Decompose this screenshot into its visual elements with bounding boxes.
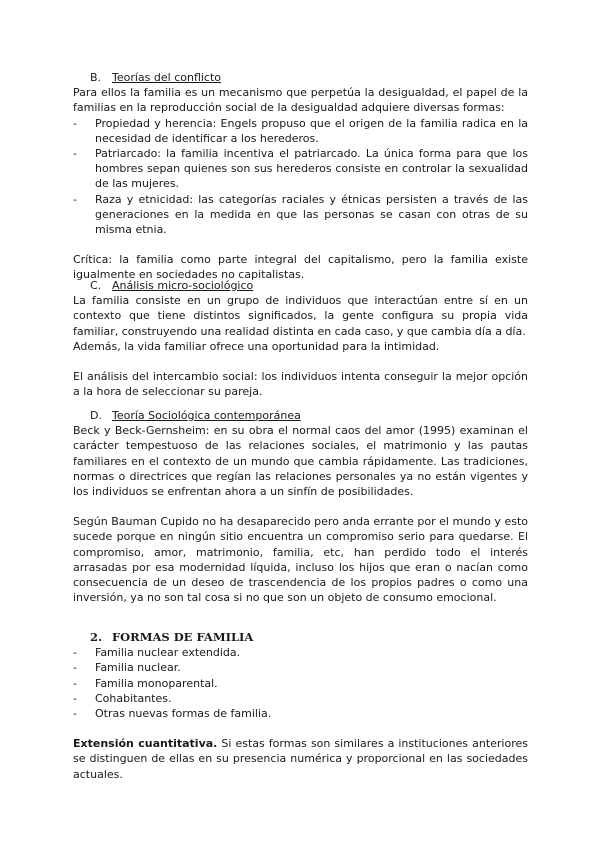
section-d	[73, 408, 528, 605]
section-2-title: FORMAS DE FAMILIA	[112, 630, 254, 644]
section-c-para-1: La familia consiste en un grupo de individuos que interactúan entre sí en un contexto que tiene distintos significados, la gente configura su propia vida familiar, construyendo una realidad distinta en cada caso, y que cambia día a día.	[73, 294, 528, 338]
section-b-heading: B. Teorías del conflicto	[90, 71, 222, 84]
section-c	[73, 278, 528, 399]
list-item: - Patriarcado: la familia incentiva el patriarcado. La única forma para que los hombres sepan quienes son sus herederos consiste en controlar la sexualidad de las mujeres.	[73, 147, 528, 191]
list-item: - Raza y etnicidad: las categorías raciales y étnicas persisten a través de las generaciones en la medida en que las personas se casan con otras de su misma etnia.	[73, 192, 528, 237]
section-b-title: Teorías del conflicto	[112, 71, 222, 84]
list-item: - Propiedad y herencia: Engels propuso que el origen de la familia radica en la necesidad de identificar a los herederos.	[73, 116, 528, 145]
section-b-list	[73, 116, 528, 238]
section-d-para-1: Beck y Beck-Gernsheim: en su obra el normal caos del amor (1995) examinan el carácter tempestuoso de las relaciones sociales, el matrimonio y las pautas familiares en el contexto de un mundo que cambia rápidamente. Las tradiciones, normas o directrices que regían las relaciones personales ya no están vigentes y los individuos se enfrentan ahora a un sinfín de posibilidades.	[73, 424, 528, 499]
section-c-para-3: El análisis del intercambio social: los individuos intenta conseguir la mejor opción a la hora de seleccionar su pareja.	[73, 370, 528, 399]
list-item: - Cohabitantes.	[73, 691, 172, 705]
section-c-title: Análisis micro-sociológico	[112, 279, 254, 292]
section-d-para-2: Según Bauman Cupido no ha desaparecido pero anda errante por el mundo y esto sucede porque en ningún sitio encuentra un compromiso serio para quedarse. El compromiso, amor, matrimonio, familia, etc, han perdido todo el interés arrasadas por esa modernidad líquida, incluso los hijos que eran o nacían como consecuencia de un deseo de trascendencia de los propios padres o como una inversión, ya no son tal cosa si no que son un objeto de consumo emocional.	[73, 515, 528, 605]
list-item: - Familia monoparental.	[73, 676, 218, 690]
family-forms-list	[73, 645, 528, 721]
section-c-para-2: Además, la vida familiar ofrece una oportunidad para la intimidad.	[73, 339, 440, 353]
section-2-heading: 2. FORMAS DE FAMILIA	[90, 630, 254, 644]
section-d-title: Teoría Sociológica contemporánea	[112, 409, 301, 422]
section-b	[73, 70, 528, 283]
section-b-intro: Para ellos la familia es un mecanismo que perpetúa la desigualdad, el papel de la familias en la reproducción social de la desigualdad adquiere diversas formas:	[73, 86, 528, 115]
section-c-heading: C. Análisis micro-sociológico	[90, 279, 254, 292]
list-item: - Familia nuclear.	[73, 661, 181, 675]
section-d-heading: D. Teoría Sociológica contemporánea	[90, 409, 301, 422]
section-b-critica: Crítica: la familia como parte integral del capitalismo, pero la familia existe igualmente en sociedades no capitalistas.	[73, 253, 528, 282]
list-item: - Otras nuevas formas de familia.	[73, 707, 272, 721]
extension-cuantitativa-paragraph: Extensión cuantitativa. Si estas formas son similares a instituciones anteriores se distinguen de ellas en su presencia numérica y proporcional en las sociedades actuales.	[73, 737, 528, 781]
list-item: - Familia nuclear extendida.	[73, 646, 241, 660]
section-2	[73, 630, 528, 782]
